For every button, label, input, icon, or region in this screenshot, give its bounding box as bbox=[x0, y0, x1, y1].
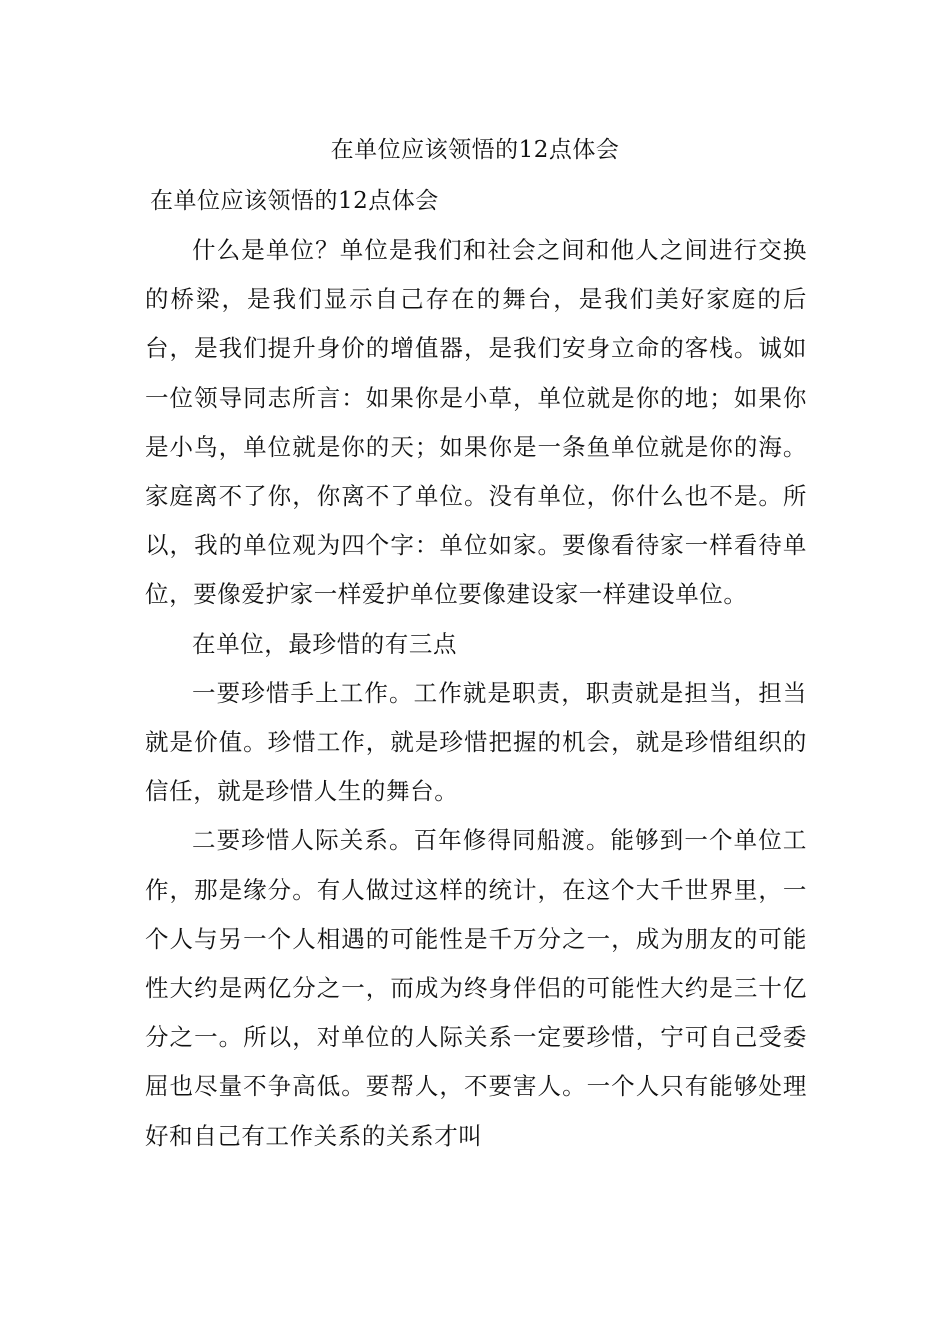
document-subtitle: 在单位应该领悟的12点体会 bbox=[150, 188, 439, 214]
document-title: 在单位应该领悟的12点体会 bbox=[330, 137, 620, 163]
paragraph-cherish-work: 一要珍惜手上工作。工作就是职责，职责就是担当，担当就是价值。珍惜工作，就是珍惜把握的机会，就是珍惜组织的信任，就是珍惜人生的舞台。 bbox=[145, 678, 807, 806]
paragraph-what-is-unit: 什么是单位？单位是我们和社会之间和他人之间进行交换的桥梁，是我们显示自己存在的舞台，是我们美好家庭的后台，是我们提升身价的增值器，是我们安身立命的客栈。诚如一位领导同志所言：如果你是小草，单位就是你的地；如果你是小鸟，单位就是你的天；如果你是一条鱼单位就是你的海。家庭离不了你，你离不了单位。没有单位，你什么也不是。所以，我的单位观为四个字：单位如家。要像看待家一样看待单位，要像爱护家一样爱护单位要像建设家一样建设单位。 bbox=[145, 236, 807, 609]
paragraph-three-cherish-heading: 在单位，最珍惜的有三点 bbox=[192, 629, 458, 658]
document-body bbox=[145, 226, 807, 1161]
paragraph-cherish-relationships: 二要珍惜人际关系。百年修得同船渡。能够到一个单位工作，那是缘分。有人做过这样的统计，在这个大千世界里，一个人与另一个人相遇的可能性是千万分之一，成为朋友的可能性大约是两亿分之一，而成为终身伴侣的可能性大约是三十亿分之一。所以，对单位的人际关系一定要珍惜，宁可自己受委屈也尽量不争高低。要帮人，不要害人。一个人只有能够处理好和自己有工作关系的关系才叫 bbox=[145, 826, 807, 1150]
